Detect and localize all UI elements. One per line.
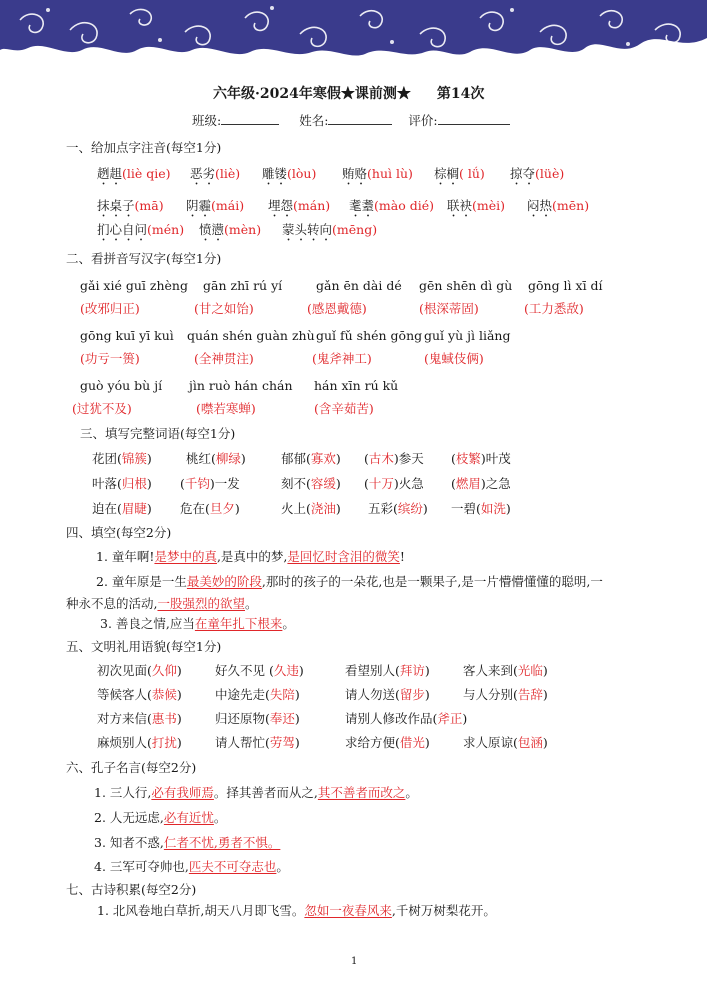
courtesy-item: 等候客人(恭候) bbox=[97, 687, 182, 702]
pinyin-item: 闷热(mēn) bbox=[527, 198, 590, 213]
courtesy-item: 客人来到(光临) bbox=[463, 663, 548, 678]
idiom-item: 一碧(如洗) bbox=[451, 501, 511, 516]
fill-question-2: 2. 童年原是一生最美妙的阶段,那时的孩子的一朵花,也是一颗果子,是一片懵懵懂懂的聪明,一 bbox=[96, 574, 603, 589]
pinyin-item: 棕榈( lǘ) bbox=[434, 166, 485, 181]
pinyin-item: 恶劣(liè) bbox=[190, 166, 241, 181]
student-info-line: 班级: 姓名: 评价: bbox=[192, 111, 510, 129]
courtesy-item: 请人帮忙(劳驾) bbox=[215, 735, 300, 750]
class-field[interactable] bbox=[221, 111, 279, 125]
courtesy-item: 与人分别(告辞) bbox=[463, 687, 548, 702]
pinyin-item: 扪心自问(mén) bbox=[97, 222, 185, 237]
pinyin-item: 阴霾(mái) bbox=[186, 198, 245, 213]
pinyin-item: 雕镂(lòu) bbox=[262, 166, 317, 181]
hanzi-answer: (改邪归正) bbox=[80, 301, 140, 316]
pinyin-prompt: gēn shēn dì gù bbox=[419, 278, 513, 293]
hanzi-answer: (感恩戴德) bbox=[307, 301, 367, 316]
idiom-item: 火上(浇油) bbox=[281, 501, 341, 516]
idiom-item: (千钧)一发 bbox=[180, 476, 240, 491]
courtesy-item: 对方来信(惠书) bbox=[97, 711, 182, 726]
section-4-heading: 四、填空(每空2分) bbox=[66, 525, 172, 540]
courtesy-item: 好久不见 (久违) bbox=[215, 663, 304, 678]
idiom-item: (古木)参天 bbox=[364, 451, 424, 466]
idiom-item: (十万)火急 bbox=[364, 476, 424, 491]
section-2-heading: 二、看拼音写汉字(每空1分) bbox=[66, 251, 222, 266]
confucius-quote-3: 3. 知者不惑,仁者不忧,勇者不惧。 bbox=[94, 835, 281, 850]
pinyin-prompt: jìn ruò hán chán bbox=[189, 378, 293, 393]
name-field[interactable] bbox=[328, 111, 392, 125]
pinyin-item: 埋怨(mán) bbox=[268, 198, 331, 213]
idiom-item: 迫在(眉睫) bbox=[92, 501, 152, 516]
hanzi-answer: (鬼蜮伎俩) bbox=[424, 351, 484, 366]
pinyin-item: 蒙头转向(mēng) bbox=[282, 222, 378, 237]
courtesy-item: 请别人修改作品(斧正) bbox=[345, 711, 468, 726]
courtesy-item: 求给方便(借光) bbox=[345, 735, 430, 750]
fill-question-2-cont: 种永不息的活动,一股强烈的欲望。 bbox=[66, 596, 258, 611]
pinyin-prompt: hán xīn rú kǔ bbox=[314, 378, 399, 393]
hanzi-answer: (噤若寒蝉) bbox=[196, 401, 256, 416]
pinyin-item: 贿赂(huì lù) bbox=[342, 166, 413, 181]
idiom-item: 花团(锦簇) bbox=[92, 451, 152, 466]
courtesy-item: 看望别人(拜访) bbox=[345, 663, 430, 678]
wave-banner bbox=[0, 0, 707, 62]
idiom-item: 刻不(容缓) bbox=[281, 476, 341, 491]
poem-question-1: 1. 北风卷地白草折,胡天八月即飞雪。忽如一夜春风来,千树万树梨花开。 bbox=[97, 903, 496, 918]
pinyin-prompt: gǎi xié guī zhèng bbox=[80, 278, 188, 293]
courtesy-item: 归还原物(奉还) bbox=[215, 711, 300, 726]
pinyin-item: 趔趄(liè qie) bbox=[97, 166, 171, 181]
idiom-item: 叶落(归根) bbox=[92, 476, 152, 491]
pinyin-item: 联袂(mèi) bbox=[447, 198, 506, 213]
pinyin-item: 抹桌子(mā) bbox=[97, 198, 164, 213]
pinyin-prompt: guǐ fǔ shén gōng bbox=[316, 328, 423, 343]
hanzi-answer: (过犹不及) bbox=[72, 401, 132, 416]
hanzi-answer: (全神贯注) bbox=[194, 351, 254, 366]
hanzi-answer: (甘之如饴) bbox=[194, 301, 254, 316]
idiom-item: 桃红(柳绿) bbox=[186, 451, 246, 466]
pinyin-prompt: guǐ yù jì liǎng bbox=[424, 328, 511, 343]
section-1-heading: 一、给加点字注音(每空1分) bbox=[66, 140, 222, 155]
evaluation-field[interactable] bbox=[438, 111, 510, 125]
idiom-item: 郁郁(寡欢) bbox=[281, 451, 341, 466]
page-number: 1 bbox=[351, 956, 358, 967]
idiom-item: (枝繁)叶茂 bbox=[451, 451, 511, 466]
pinyin-prompt: quán shén guàn zhù bbox=[187, 328, 315, 343]
idiom-item: 危在(旦夕) bbox=[180, 501, 240, 516]
pinyin-prompt: gōng lì xī dí bbox=[528, 278, 603, 293]
section-6-heading: 六、孔子名言(每空2分) bbox=[66, 760, 197, 775]
idiom-item: (燃眉)之急 bbox=[451, 476, 511, 491]
hanzi-answer: (功亏一篑) bbox=[80, 351, 140, 366]
courtesy-item: 请人勿送(留步) bbox=[345, 687, 430, 702]
pinyin-item: 愤懑(mèn) bbox=[199, 222, 262, 237]
pinyin-prompt: gǎn ēn dài dé bbox=[316, 278, 402, 293]
pinyin-prompt: guò yóu bù jí bbox=[80, 378, 163, 393]
idiom-item: 五彩(缤纷) bbox=[368, 501, 428, 516]
courtesy-item: 初次见面(久仰) bbox=[97, 663, 182, 678]
fill-question-3: 3. 善良之情,应当在童年扎下根来。 bbox=[100, 616, 295, 631]
pinyin-item: 掠夺(lüè) bbox=[510, 166, 565, 181]
section-5-heading: 五、文明礼用语貌(每空1分) bbox=[66, 639, 222, 654]
section-3-heading: 三、填写完整词语(每空1分) bbox=[80, 426, 236, 441]
worksheet-title: 六年级·2024年寒假★课前测★ 第14次 bbox=[213, 86, 485, 102]
pinyin-item: 耄耋(mào dié) bbox=[349, 198, 434, 213]
confucius-quote-2: 2. 人无远虑,必有近忧。 bbox=[94, 810, 227, 825]
courtesy-item: 麻烦别人(打扰) bbox=[97, 735, 182, 750]
courtesy-item: 求人原谅(包涵) bbox=[463, 735, 548, 750]
hanzi-answer: (含辛茹苦) bbox=[314, 401, 374, 416]
section-7-heading: 七、古诗积累(每空2分) bbox=[66, 882, 197, 897]
pinyin-prompt: gōng kuī yī kuì bbox=[80, 328, 174, 343]
confucius-quote-4: 4. 三军可夺帅也,匹夫不可夺志也。 bbox=[94, 859, 289, 874]
hanzi-answer: (根深蒂固) bbox=[419, 301, 479, 316]
fill-question-1: 1. 童年啊!是梦中的真,是真中的梦,是回忆时含泪的微笑! bbox=[96, 549, 405, 564]
hanzi-answer: (工力悉敌) bbox=[524, 301, 584, 316]
courtesy-item: 中途先走(失陪) bbox=[215, 687, 300, 702]
confucius-quote-1: 1. 三人行,必有我师焉。择其善者而从之,其不善者而改之。 bbox=[94, 785, 418, 800]
pinyin-prompt: gān zhī rú yí bbox=[203, 278, 283, 293]
hanzi-answer: (鬼斧神工) bbox=[312, 351, 372, 366]
